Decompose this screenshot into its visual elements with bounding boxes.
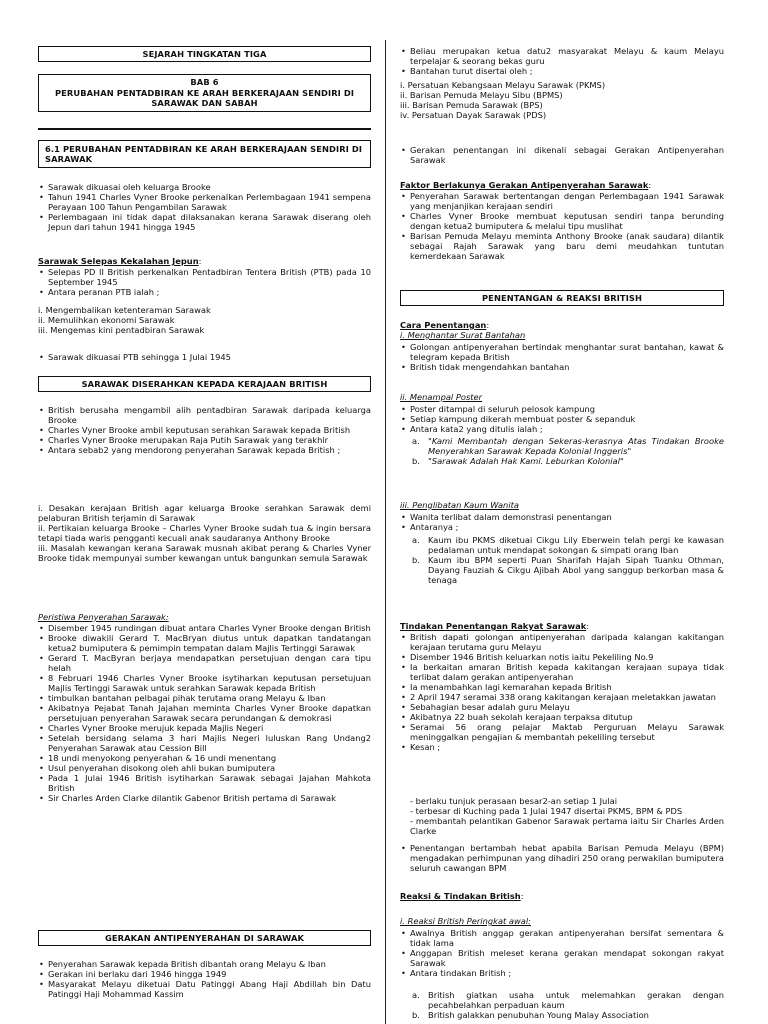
document-title: SEJARAH TINGKATAN TIGA — [38, 46, 371, 62]
jepun-heading: Sarawak Selepas Kekalahan Jepun: — [38, 256, 202, 266]
list-item: - membantah pelantikan Gabenor Sarawak pertama iaitu Sir Charles Arden Clarke — [410, 816, 724, 836]
tindakan-last — [400, 843, 724, 873]
list-item: ii. Pertikaian keluarga Brooke – Charles Vyner Brooke sudah tua & ingin bersara tetapi tiada waris pengganti kecuali anak saudaranya Anthony Brooke — [38, 523, 371, 543]
list-item: i. Desakan kerajaan British agar keluarga Brooke serahkan Sarawak demi pelaburan British terjamin di Sarawak — [38, 503, 371, 523]
list-item: • Gerakan penentangan ini dikenali sebagai Gerakan Antipenyerahan Sarawak — [400, 145, 724, 165]
poster-bullets — [400, 404, 724, 434]
list-item: • Setelah bersidang selama 3 hari Majlis Negeri luluskan Rang Undang2 Penyerahan Sarawak atau Cession Bill — [38, 733, 371, 753]
list-item: • Sarawak dikuasai PTB sehingga 1 Julai 1945 — [38, 352, 371, 362]
chapter-title-line1: PERUBAHAN PENTADBIRAN KE ARAH BERKERAJAAN SENDIRI DI — [54, 87, 355, 98]
kesan-lines — [400, 796, 724, 836]
list-item: • 18 undi menyokong penyerahan & 16 undi menentang — [38, 753, 371, 763]
wanita-list — [400, 535, 724, 585]
section-divider — [38, 128, 371, 130]
list-item: • 2 April 1947 seramai 338 orang kakitangan kerajaan meletakkan jawatan — [400, 692, 724, 702]
reaksi-heading: Reaksi & Tindakan British: — [400, 891, 524, 901]
surat-bullets — [400, 342, 724, 372]
tindakan-heading: Tindakan Penentangan Rakyat Sarawak: — [400, 621, 590, 631]
list-item: • Penyerahan Sarawak kepada British dibantah orang Melayu & Iban — [38, 959, 371, 969]
brooke-bullets — [38, 182, 371, 232]
list-item: iv. Persatuan Dayak Sarawak (PDS) — [400, 110, 547, 120]
list-item: • Ia menambahkan lagi kemarahan kepada British — [400, 682, 724, 692]
list-item: • Penentangan bertambah hebat apabila Barisan Pemuda Melayu (BPM) mengadakan perhimpunan yang dihadiri 250 orang perwakilan bumiputera seluruh cawangan BPM — [400, 843, 724, 873]
list-item: • Kesan ; — [400, 742, 724, 752]
list-item: • Tahun 1941 Charles Vyner Brooke perkenalkan Perlembagaan 1941 sempena Perayaan 100 Tahun Pengambilan Sarawak — [38, 192, 371, 212]
list-item: iii. Barisan Pemuda Sarawak (BPS) — [400, 100, 543, 110]
list-item: • Setiap kampung dikerah membuat poster & sepanduk — [400, 414, 724, 424]
list-item: • Barisan Pemuda Melayu meminta Anthony Brooke (anak saudara) dilantik sebagai Rajah Sarawak yang baru demi meudahkan tuntutan kemerdekaan Sarawak — [400, 231, 724, 261]
cara-heading: Cara Penentangan: — [400, 320, 490, 330]
list-item: a. Kaum ibu PKMS diketuai Cikgu Lily Eberwein telah pergi ke kawasan pedalaman untuk mendapat sokongan & simpati orang Iban — [412, 535, 724, 555]
list-item: • Disember 1945 rundingan dibuat antara Charles Vyner Brooke dengan British — [38, 623, 371, 633]
list-item: • Antara tindakan British ; — [400, 968, 724, 978]
serah-bullets — [38, 405, 371, 455]
list-item: • 8 Februari 1946 Charles Vyner Brooke isytiharkan keputusan persetujuan Majlis Tertinggi Sarawak untuk serahkan Sarawak kepada British — [38, 673, 371, 693]
list-item: • Selepas PD II British perkenalkan Pentadbiran Tentera British (PTB) pada 10 September 1945 — [38, 267, 371, 287]
list-item: • Golongan antipenyerahan bertindak menghantar surat bantahan, kawat & telegram kepada British — [400, 342, 724, 362]
list-item: • Masyarakat Melayu diketuai Datu Patinggi Abang Haji Abdillah bin Datu Patinggi Haji Mohammad Kassim — [38, 979, 371, 999]
list-item: • Antaranya ; — [400, 522, 724, 532]
list-item: • Usul penyerahan disokong oleh ahli bukan bumiputera — [38, 763, 371, 773]
list-item: • Antara kata2 yang ditulis ialah ; — [400, 424, 724, 434]
list-item: • Awalnya British anggap gerakan antipenyerahan bersifat sementara & tidak lama — [400, 928, 724, 948]
list-item: • British dapati golongan antipenyerahan daripada kalangan kakitangan kerajaan terutama guru Melayu — [400, 632, 724, 652]
reaksi-list — [400, 990, 724, 1020]
list-item: iii. Mengemas kini pentadbiran Sarawak — [38, 325, 205, 335]
serah-reasons — [38, 503, 371, 563]
list-item: • Antara peranan PTB ialah ; — [38, 287, 371, 297]
section-box-gerakan: GERAKAN ANTIPENYERAHAN DI SARAWAK — [38, 930, 371, 946]
list-item: • Charles Vyner Brooke merupakan Raja Putih Sarawak yang terakhir — [38, 435, 371, 445]
list-item: i. Mengembalikan ketenteraman Sarawak — [38, 305, 211, 315]
list-item: • Sebahagian besar adalah guru Melayu — [400, 702, 724, 712]
list-item: iii. Masalah kewangan kerana Sarawak musnah akibat perang & Charles Vyner Brooke tidak mempunyai sumber kewangan untuk bangunkan semula Sarawak — [38, 543, 371, 563]
list-item: • timbulkan bantahan pelbagai pihak terutama orang Melayu & Iban — [38, 693, 371, 703]
list-item: • British berusaha mengambil alih pentadbiran Sarawak daripada keluarga Brooke — [38, 405, 371, 425]
gerakan-bullets — [38, 959, 371, 999]
list-item: • Wanita terlibat dalam demonstrasi penentangan — [400, 512, 724, 522]
list-item: - terbesar di Kuching pada 1 Julai 1947 disertai PKMS, BPM & PDS — [410, 806, 683, 816]
peristiwa-bullets — [38, 623, 371, 803]
chapter-number: BAB 6 — [190, 77, 219, 87]
list-item: • Antara sebab2 yang mendorong penyerahan Sarawak kepada British ; — [38, 445, 371, 455]
list-item: • Charles Vyner Brooke membuat keputusan sendiri tanpa berunding dengan ketua2 bumiputera & melalui tipu muslihat — [400, 211, 724, 231]
ptb-roles — [38, 305, 371, 335]
list-item: • Bantahan turut disertai oleh ; — [400, 66, 724, 76]
list-item: a. British giatkan usaha untuk melemahkan gerakan dengan pecahbelahkan perpaduan kaum — [412, 990, 724, 1010]
section-box-reaksi: PENENTANGAN & REAKSI BRITISH — [400, 290, 724, 306]
list-item: • Charles Vyner Brooke merujuk kepada Majlis Negeri — [38, 723, 371, 733]
list-item: • Seramai 56 orang pelajar Maktab Perguruan Melayu Sarawak meninggalkan pengajian & membantah pekeliling tersebut — [400, 722, 724, 742]
top-bullets — [400, 46, 724, 76]
list-item: • Akibatnya 22 buah sekolah kerajaan terpaksa ditutup — [400, 712, 724, 722]
ptb-until — [38, 352, 371, 362]
chapter-title-box — [38, 74, 371, 112]
jepun-bullets — [38, 267, 371, 297]
list-item: • British tidak mengendahkan bantahan — [400, 362, 724, 372]
reaksi-subheading: i. Reaksi British Peringkat awal: — [400, 916, 531, 926]
orgs-note — [400, 145, 724, 165]
chapter-title-line2: SARAWAK DAN SABAH — [151, 98, 258, 108]
list-item: • Brooke diwakili Gerard T. MacBryan diutus untuk dapatkan tandatangan ketua2 bumiputera & pemimpin tempatan dalam Majlis Tertinggi Sarawak — [38, 633, 371, 653]
list-item: • Gerard T. MacByran berjaya mendapatkan persetujuan dengan cara tipu helah — [38, 653, 371, 673]
list-item: • Akibatnya Pejabat Tanah Jajahan meminta Charles Vyner Brooke dapatkan persetujuan penyerahan Sarawak secara perundangan & demokrasi — [38, 703, 371, 723]
list-item: • Perlembagaan ini tidak dapat dilaksanakan kerana Sarawak diserang oleh Jepun dari tahun 1941 hingga 1945 — [38, 212, 371, 232]
poster-quotes — [400, 436, 724, 466]
list-item: • Sir Charles Arden Clarke dilantik Gabenor British pertama di Sarawak — [38, 793, 371, 803]
list-item: i. Persatuan Kebangsaan Melayu Sarawak (PKMS) — [400, 80, 606, 90]
list-item: ii. Barisan Pemuda Melayu Sibu (BPMS) — [400, 90, 563, 100]
list-item: • Anggapan British meleset kerana gerakan mendapat sokongan rakyat Sarawak — [400, 948, 724, 968]
list-item: • Pada 1 Julai 1946 British isytiharkan Sarawak sebagai Jajahan Mahkota British — [38, 773, 371, 793]
cara-subheading-wanita: iii. Penglibatan Kaum Wanita — [400, 500, 519, 510]
list-item: b. Kaum ibu BPM seperti Puan Sharifah Hajah Sipah Tuanku Othman, Dayang Fauziah & Cikgu Ajibah Abol yang sanggup berkorban masa & tenaga — [412, 555, 724, 585]
cara-subheading-surat: i. Menghantar Surat Bantahan — [400, 330, 526, 340]
tindakan-bullets — [400, 632, 724, 752]
list-item: • Sarawak dikuasai oleh keluarga Brooke — [38, 182, 371, 192]
list-item: b. "Sarawak Adalah Hak Kami. Leburkan Kolonial" — [412, 456, 624, 466]
list-item: • Poster ditampal di seluruh pelosok kampung — [400, 404, 724, 414]
cara-subheading-poster: ii. Menampal Poster — [400, 392, 483, 402]
list-item: • Charles Vyner Brooke ambil keputusan serahkan Sarawak kepada British — [38, 425, 371, 435]
reaksi-bullets — [400, 928, 724, 978]
section-box-serah: SARAWAK DISERAHKAN KEPADA KERAJAAN BRITISH — [38, 376, 371, 392]
list-item: • Gerakan ini berlaku dari 1946 hingga 1949 — [38, 969, 371, 979]
list-item: • Penyerahan Sarawak bertentangan dengan Perlembagaan 1941 Sarawak yang menjanjikan kerajaan sendiri — [400, 191, 724, 211]
list-item: • Ia berkaitan amaran British kepada kakitangan kerajaan supaya tidak terlibat dalam gerakan antipenyerahan — [400, 662, 724, 682]
organisation-list — [400, 80, 724, 120]
list-item: a. "Kami Membantah dengan Sekeras-kerasnya Atas Tindakan Brooke Menyerahkan Sarawak Kepada Kolonial Inggeris" — [412, 436, 724, 456]
faktor-bullets — [400, 191, 724, 261]
faktor-heading: Faktor Berlakunya Gerakan Antipenyerahan Sarawak: — [400, 180, 652, 190]
column-divider — [385, 40, 386, 1024]
list-item: • Disember 1946 British keluarkan notis iaitu Pekeliling No.9 — [400, 652, 724, 662]
section-title-box: 6.1 PERUBAHAN PENTADBIRAN KE ARAH BERKERAJAAN SENDIRI DI SARAWAK — [38, 140, 371, 168]
wanita-bullets — [400, 512, 724, 532]
list-item: b. British galakkan penubuhan Young Malay Association — [412, 1010, 649, 1020]
peristiwa-heading: Peristiwa Penyerahan Sarawak: — [38, 612, 169, 622]
list-item: - berlaku tunjuk perasaan besar2-an setiap 1 Julai — [410, 796, 618, 806]
list-item: ii. Memulihkan ekonomi Sarawak — [38, 315, 175, 325]
list-item: • Beliau merupakan ketua datu2 masyarakat Melayu & kaum Melayu terpelajar & seorang bekas guru — [400, 46, 724, 66]
